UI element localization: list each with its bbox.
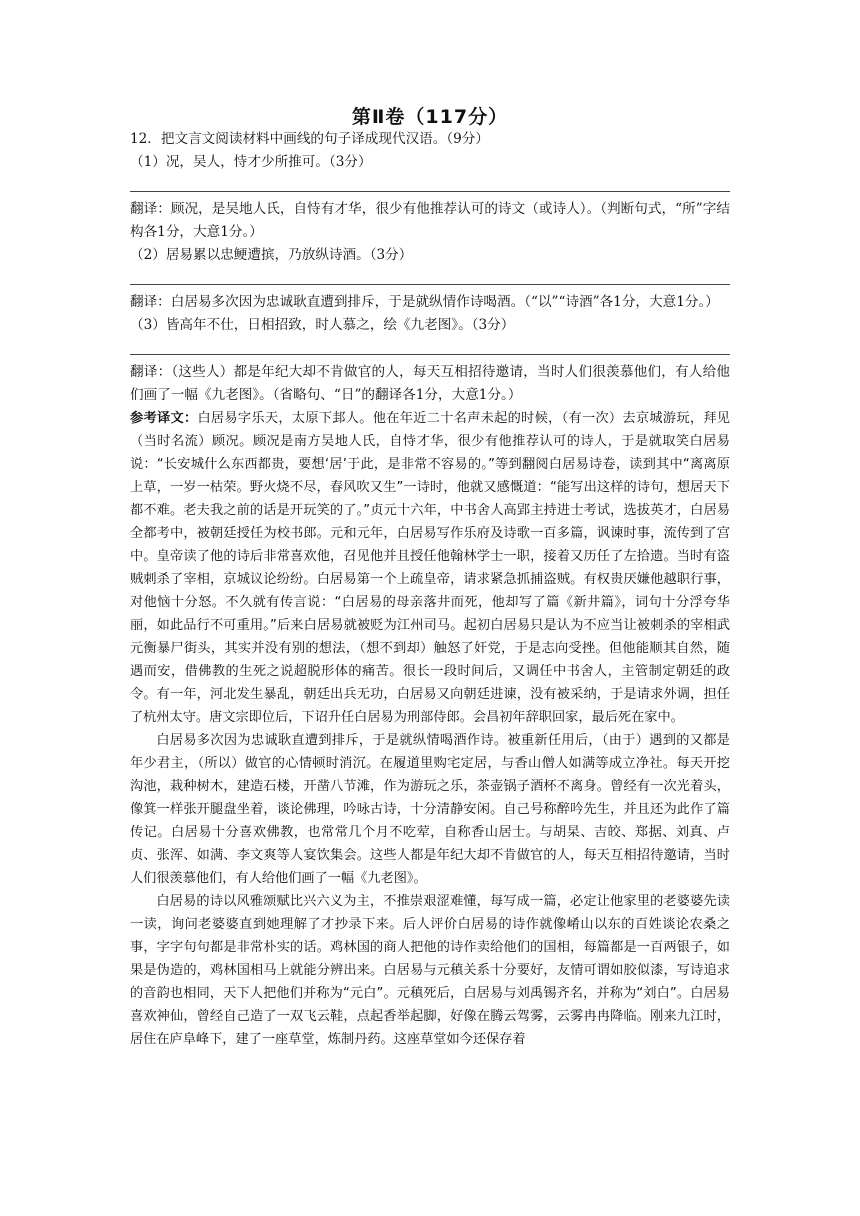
answer-2: 翻译：白居易多次因为忠诚耿直遭到排斥，于是就纵情作诗喝酒。（“以”“诗酒”各1分，大意1分。）	[130, 294, 719, 310]
reference-paragraph-1	[130, 407, 730, 729]
reference-paragraph-3: 白居易的诗以风雅颂赋比兴六义为主，不推崇艰涩难懂，每写成一篇，必定让他家里的老婆婆先读一读，询问老婆婆直到她理解了才抄录下来。后人评价白居易的诗作就像崤山以东的百姓谈论农桑之事，字字句句都是非常朴实的话。鸡林国的商人把他的诗作卖给他们的国相，每篇都是一百两银子，如果是伪造的，鸡林国相马上就能分辨出来。白居易与元稹关系十分要好，友情可谓如胶似漆，写诗追求的音韵也相同，天下人把他们并称为“元白”。元稹死后，白居易与刘禹锡齐名，并称为“刘白”。白居易喜欢神仙，曾经自己造了一双飞云鞋，点起香举起脚，好像在腾云驾雾，云雾冉冉降临。刚来九江时，居住在庐阜峰下，建了一座草堂，炼制丹药。这座草堂如今还保存着	[130, 894, 730, 1047]
answer-line-2	[130, 267, 730, 285]
answer-line-3	[130, 337, 730, 355]
answer-line-1	[130, 174, 730, 192]
reference-paragraph-2: 白居易多次因为忠诚耿直遭到排斥，于是就纵情喝酒作诗。被重新任用后，（由于）遇到的又都是年少君主，（所以）做官的心情顿时消沉。在履道里购宅定居，与香山僧人如满等成立净社。每天开挖沟池，栽种树木，建造石楼，开凿八节滩，作为游玩之乐，茶壶锅子酒杯不离身。曾经有一次光着头，像箕一样张开腿盘坐着，谈论佛理，吟咏古诗，十分清静安闲。自己号称醉吟先生，并且还为此作了篇传记。白居易十分喜欢佛教，也常常几个月不吃荤，自称香山居士。与胡杲、吉皎、郑据、刘真、卢贞、张浑、如满、李文爽等人宴饮集会。这些人都是年纪大却不肯做官的人，每天互相招待邀请，当时人们很羡慕他们，有人给他们画了一幅《九老图》。	[130, 733, 730, 886]
question-stem: 12．把文言文阅读材料中画线的句子译成现代汉语。（9分）	[130, 131, 489, 147]
answer-1: 翻译：顾况，是吴地人氏，自恃有才华，很少有他推荐认可的诗文（或诗人）。（判断句式，“所”字结构各1分，大意1分。）	[130, 201, 730, 240]
reference-heading: 参考译文：	[130, 411, 198, 426]
answer-3: 翻译：（这些人）都是年纪大却不肯做官的人，每天互相招待邀请，当时人们很羡慕他们，有人给他们画了一幅《九老图》。（省略句、“日”的翻译各1分，大意1分。）	[130, 364, 730, 403]
question-part-1: （1）况，吴人，恃才少所推可。（3分）	[130, 154, 372, 170]
section-title: 第Ⅱ卷（117分）	[351, 106, 509, 128]
question-part-3: （3）皆高年不仕，日相招致，时人慕之，绘《九老图》。（3分）	[130, 317, 515, 333]
reference-text-1: 白居易字乐天，太原下邽人。他在年近二十名声未起的时候，（有一次）去京城游玩，拜见（当时名流）顾况。顾况是南方吴地人氏，自恃才华，很少有他推荐认可的诗人，于是就取笑白居易说：“长安城什么东西都贵，要想‘居’于此，是非常不容易的。”等到翻阅白居易诗卷，读到其中“离离原上草，一岁一枯荣。野火烧不尽，春风吹又生”一诗时，他就又感慨道：“能写出这样的诗句，想居天下都不难。老夫我之前的话是开玩笑的了。”贞元十六年，中书舍人高郢主持进士考试，选拔英才，白居易全都考中，被朝廷授任为校书郎。元和元年，白居易写作乐府及诗歌一百多篇，讽谏时事，流传到了宫中。皇帝读了他的诗后非常喜欢他，召见他并且授任他翰林学士一职，接着又历任了左拾遗。当时有盗贼刺杀了宰相，京城议论纷纷。白居易第一个上疏皇帝，请求紧急抓捕盗贼。有权贵厌嫌他越职行事，对他恼十分怒。不久就有传言说：“白居易的母亲落井而死，他却写了篇《新井篇》，词句十分浮夸华丽，如此品行不可重用。”后来白居易就被贬为江州司马。起初白居易只是认为不应当让被刺杀的宰相武元衡暴尸街头，其实并没有别的想法，（想不到却）触怒了奸党，于是志向受挫。但他能顺其自然，随遇而安，借佛教的生死之说超脱形体的痛苦。很长一段时间后，又调任中书舍人，主管制定朝廷的政令。有一年，河北发生暴乱，朝廷出兵无功，白居易又向朝廷进谏，没有被采纳，于是请求外调，担任了杭州太守。唐文宗即位后，下诏升任白居易为刑部侍郎。会昌初年辞职回家，最后死在家中。	[130, 411, 730, 725]
question-part-2: （2）居易累以忠鲠遭摈，乃放纵诗酒。（3分）	[130, 247, 413, 263]
question-content	[130, 128, 730, 1051]
